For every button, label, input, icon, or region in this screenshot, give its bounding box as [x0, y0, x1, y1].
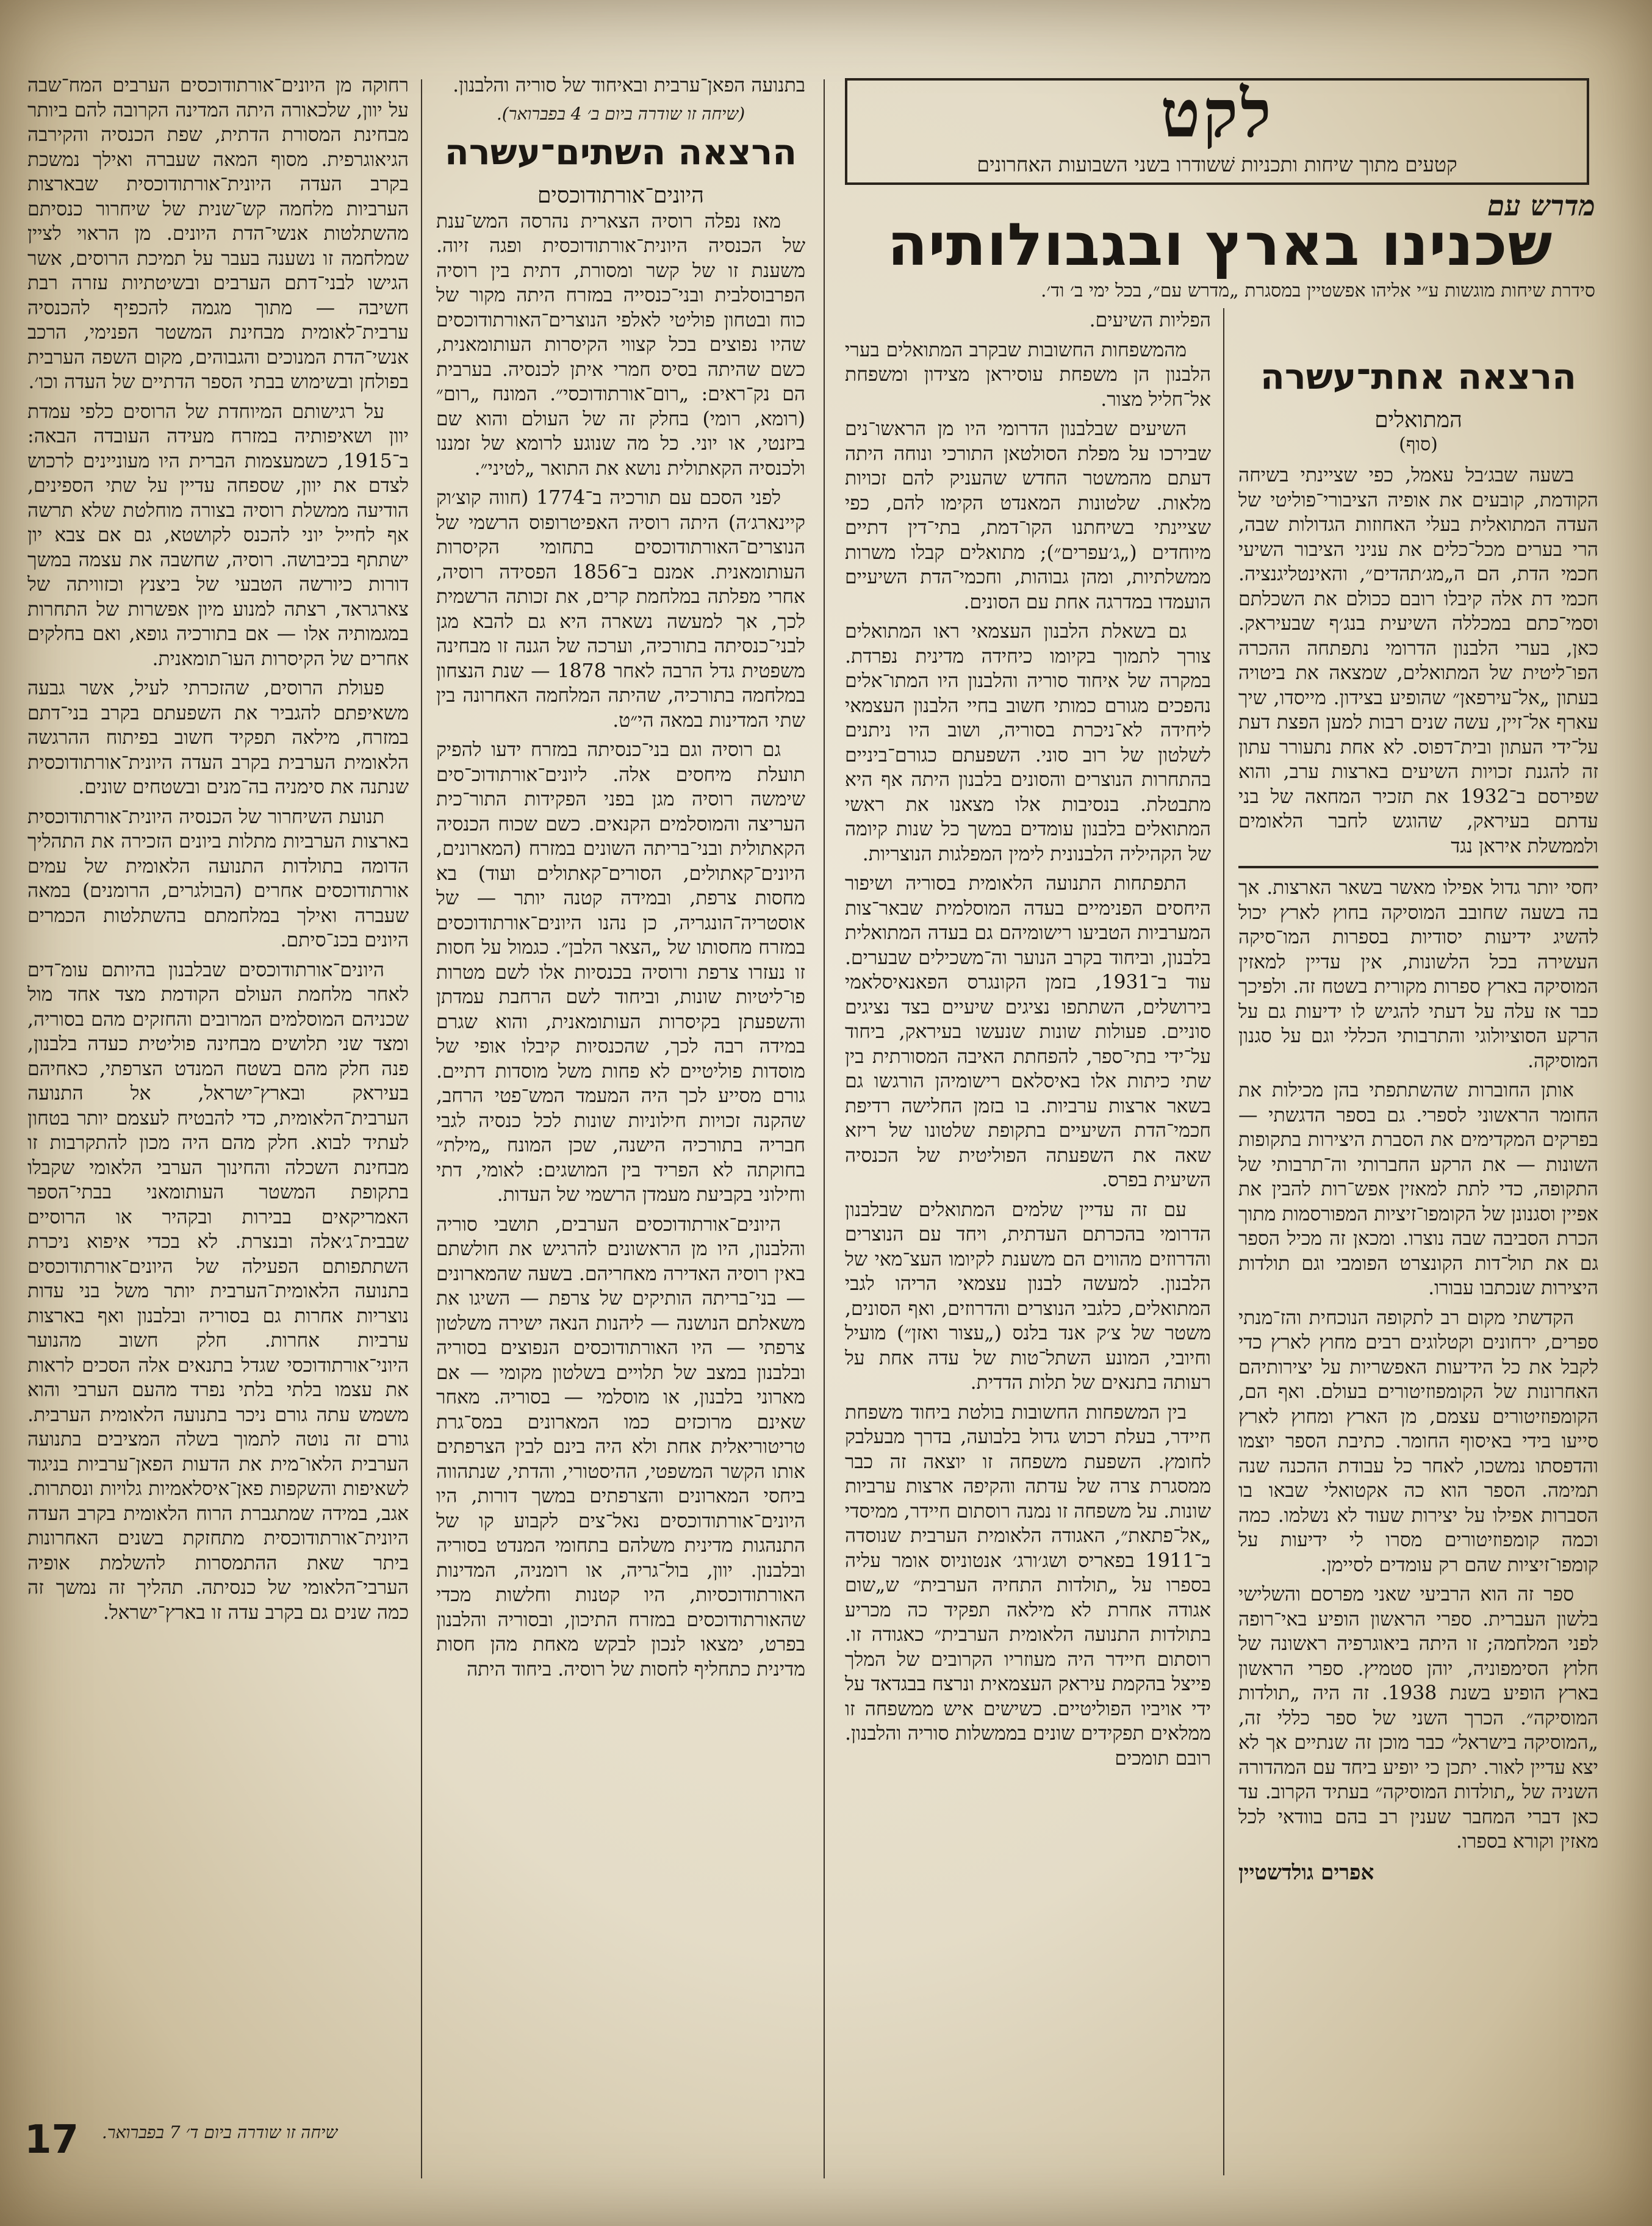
paragraph: גם בשאלת הלבנון העצמאי ראו המתואלים צורך לתמוך בקיומו כיחידה מדינית נפרדת. במקרה של איחוד סוריה והלבנון היו המתו־אלים נהפכים מגורם כמותי חשוב בחיי הלבנון העצמאי ליחידה לא־ניכרת בסוריה, ושוב היו ניתנים לשלטון של רוב סוני. השפעתם כגורם־ביניים בהתחרות הנוצרים והסונים בלבנון היתה אף היא מתבטלת. בנסיבות אלו מצאנו את ראשי המתואלים בלבנון עומדים במשך כל שנות קיומה של הקהיליה הלבנונית לימין המפלגות הנוצריות.: [845, 621, 1211, 865]
series-note: סידרת שיחות מוגשות ע״י אליהו אפשטיין במסגרת „מדרש עם״, בכל ימי ב׳ וד׳.: [1041, 280, 1595, 301]
paragraph: הפליות השיעים.: [1089, 309, 1211, 331]
lecture-12-subhead: היונים־אורתודוכסים: [537, 182, 704, 208]
paragraph: הקדשתי מקום רב לתקופה הנוכחית והז־מנתי ספרים, ירחונים וקטלוגים רבים מחוץ לארץ כדי לקבל את כל הידיעות האפשריות על יצירותיהם האחרונות של הקומפוזיטורים בעולם. ואף הם, הקומפוזיטורים עצמם, מן הארץ ומחוץ לארץ סייעו בידי באיסוף החומר. כתיבת הספר יוצמו והדפסתו נמשכו, לאחר כל עבודת ההכנה שנה תמימה. הספר הוא כה אקטואלי שבאו בו הסברות אפילו על יצירות שעוד לא נשלמו. כמה וכמה קומפוזיטורים מסרו לי ידיעות על קומפו־זיציות שהם רק עומדים לסיימן.: [1238, 1306, 1598, 1576]
paragraph: בין המשפחות החשובות בולטת ביחוד משפחת חיידר, בעלת רכוש גדול בלבועה, בדרך מבעלבק לחומץ. השפעת משפחה זו יוצאה זה כבר ממסגרת צרה של עדתה והקיפה ארצות ערביות שונות. על משפחה זו נמנה רוסתום חיידר, ממיסדי „אל־פתאת״, האגודה הלאומית הערבית שנוסדה ב־1911 בפאריס ושג׳ורג׳ אנטוניוס אומר עליה בספרו על „תולדות התחיה הערבית״ ש„שום אגודה אחרת לא מילאה תפקיד כה מכריע בתולדות התנועה הלאומית הערבית״ כאגודה זו. רוסתום חיידר היה מעוזריו הקרובים של המלך פייצל בהקמת עיראק העצמאית ונרצח בבגדאד על ידי אויביו הפוליטיים. כשישים איש ממשפחה זו ממלאים תפקידים שונים בממשלות סוריה והלבנון. רובם תומכים: [845, 1401, 1211, 1770]
broadcast-dateline: (שיחה זו שודרה ביום ב׳ 4 בפברואר).: [496, 103, 745, 124]
column-divider: [421, 79, 422, 2178]
broadcast-dateline-final: שיחה זו שודרה ביום ד׳ 7 בפברואר.: [101, 2122, 338, 2142]
masthead-tagline: קטעים מתוך שיחות ותכניות שׁשודרו בשני השבועות האחרונים: [977, 153, 1457, 176]
masthead-box: [845, 78, 1589, 185]
column-two: [845, 308, 1211, 2175]
paragraph: מאז נפלה רוסיה הצארית נהרסה המש־ענת של הכנסיה היונית־אורתודוכסית ופגה זיוה. משענת זו של קשר ומסורת, דתית בין רוסיה הפרבוסלבית ובני־כנסייה במזרח היתה מקור של כוח ובטחון פוליטי לאלפי הנוצרים־האורתודוכסים שהיו נפוצים בכל קצווי הקיסרות העותומאנית, כשם שהיתה בסיס חמרי איתן לכנסיה. בערבית הם נק־ראים: „רום־אורתודוכסי״. המונח „רום״ (רומא, רומי) בחלק זה של העולם והוא שם ביזנטי, או יוני. כל מה שנוגע לרומא של זמננו ולכנסיה הקאתולית נושא את התואר „לטיני״.: [436, 210, 805, 480]
lecture-11-title: הרצאה אחת־עשרה: [1260, 356, 1577, 397]
paragraph: היונים־אורתודוכסים הערבים, תושבי סוריה והלבנון, היו מן הראשונים להרגיש את חולשתם באין רוסיה האדירה מאחריהם. בשעה שהמארונים — בני־בריתה הותיקים של צרפת — השיגו את משאלתם הנושנה — ליהנות הנאה ישירה משלטון צרפתי — היו האורתודוכסים הנפוצים בסוריה ובלבנון במצב של תלויים בשלטון מקומי — אם מארוני בלבנון, או מוסלמי — בסוריה. מאחר שאינם מרוכזים כמו המארונים במס־גרת טריטוריאלית אחת ולא היה בינם לבין הצרפתים אותו הקשר המשפטי, ההיסטורי, והדתי, שנתהווה ביחסי המארונים והצרפתים במשך דורות, היו היונים־אורתודוכסים נאל־צים לקבוע קו של התנהגות מדינית משלהם בתחומי המנדט בסוריה ובלבנון. יוון, בול־גריה, או רומניה, המדינות האורתודוכסיות, היו קטנות וחלשות מכדי שהאורתודוכסים במזרח התיכון, ובסוריה והלבנון בפרט, ימצאו לנכון לבקש מאחת מהן חסות מדינית כתחליף לחסות של רוסיה. ביחוד היתה: [436, 1213, 805, 1680]
lecture-12-title: הרצאה השתים־עשרה: [444, 131, 797, 173]
lecture-11-subnote: (סוף): [1399, 434, 1438, 455]
lecture-11-subhead: המתואלים: [1374, 408, 1462, 433]
paragraph: בתנועה הפאן־ערבית ובאיחוד של סוריה והלבנון.: [453, 74, 805, 96]
paragraph: לפני הסכם עם תורכיה ב־1774 (חווה קוצ׳וק קיינארג׳ה) היתה רוסיה האפיטרופוס הרשמי של הנוצרים־האורתודוכסים בתחומי הקיסרות העותומאנית. אמנם ב־1856 הפסידה רוסיה, אחרי מפלתה במלחמת קרים, את זכותה הרשמית לכך, אך למעשה נשארה היא גם להבא מגן לבני־כנסיתה בתורכיה, וערכה של הגנה זו מבחינה משפטית גדל הרבה לאחר 1878 — שנת הנצחון במלחמה בתורכיה, שהיתה המלחמה האחרונה בין שתי המדינות במאה הי״ט.: [436, 487, 805, 732]
page-number: 17: [24, 2117, 79, 2163]
paragraph: מהמשפחות החשובות שבקרב המתואלים בערי הלבנון הן משפחת עוסיראן מצידון ומשפחת אל־חליל מצור.: [845, 339, 1211, 411]
paragraph: גם רוסיה וגם בני־כנסיתה במזרח ידעו להפיק תועלת מיחסים אלה. ליונים־אורתודוכ־סים שימשה רוסיה מגן בפני הפקידות התור־כית העריצה והמוסלמים הקנאים. כשם שכוח הכנסיה הקאתולית ובני־בריתה השונים במזרח (המארונים, היונים־קאתולים, הסורים־קאתולים ועוד) בא מחסות צרפת, ובמידה קטנה יותר — של אוסטריה־הונגריה, כן נהנו היונים־אורתודוכסים במזרח מחסותו של „הצאר הלבן״. כגמול על חסות זו נעזרו צרפת ורוסיה בכנסיות אלו לשם מטרות פו־ליטיות שונות, וביחוד לשם הרחבת עמדתן והשפעתן בקיסרות העותומאנית, והוא שגרם במידה רבה לכך, שהכנסיות קיבלו אופי של מוסדות פוליטיים לא פחות משל מוסדות דתיים. גורם מסייע לכך היה המעמד המש־פטי הרחב, שהקנה זכויות חילוניות שונות לכל כנסיה לגבי חבריה בתורכיה הישנה, שכן המונח „מילת״ בחוקתה לא הפריד בין המושגים: לאומי, דתי וחילוני בקביעת מעמדן הרשמי של העדות.: [436, 739, 805, 1206]
paragraph: היונים־אורתודוכסים שבלבנון בהיותם עומ־דים לאחר מלחמת העולם הקודמת מצד אחד מול שכניהם המוסלמים המרובים והחזקים מהם בסוריה, ומצד שני תלושים מבחינה פוליטית כעדה בלבנון, פנה חלק מהם בשטח המנדט הצרפתי, כאחיהם בעיראק ובארץ־ישראל, אל התנועה הערבית־הלאומית, כדי להבטיח לעצמם יותר בטחון לעתיד לבוא. חלק מהם היה מכון להתקרבות זו מבחינת השכלה והחינוך הערבי הלאומי שקבלו בתקופת המשטר העותומאני בבתי־הספר האמריקאים בבירות ובקהיר או הרוסיים שבבית־ג׳אלה ובנצרת. לא בכדי איפוא ניכרת השתתפותם הפעילה של היונים־אורתודוכסים בתנועה הלאומית־הערבית יותר משל בני עדות נוצריות אחרות גם בסוריה ובלבנון ואף בארצות ערביות אחרות. חלק חשוב מהנוער היוני־אורתודוכסי שגדל בתנאים אלה הסכים לראות את עצמו בלתי בלתי נפרד מהעם הערבי והוא משמש עתה גורם ניכר בתנועה הלאומית הערבית. גורם זה נוטה לתמוך בשלה המציבים בתנועה הערבית הלאו־מית את הדעות הפאן־ערביות בניגוד לשאיפות והשקפות פאן־איסלאמיות גלויות ונסתרות. אגב, במידה שמתגברת הרוח הלאומית בקרב העדה היונית־אורתודוכסית מתחזקת בשנים האחרונות ביתר שאת ההתמסרות להשלמת אופיה הערבי־הלאומי של כנסיתה. תהליך זה נמשך זה כמה שנים גם בקרב עדה זו בארץ־ישראל.: [27, 959, 409, 1624]
page-headline: שכנינו בארץ ובגבולותיה: [887, 211, 1553, 279]
paragraph: פעולת הרוסים, שהזכרתי לעיל, אשר גבעה משאיפתם להגביר את השפעתם בקרב בני־דתם במזרח, מילאה תפקיד חשוב בפיתוח ההרגשה הלאומית הערבית בקרב העדה היונית־אורתודוכסית שנתנה את סימניה בה־מנים ובשטחים שונים.: [27, 677, 409, 798]
paragraph: התפתחות התנועה הלאומית בסוריה ושיפור היחסים הפנימיים בעדה המוסלמית שבאר־צות המערביות הטביעו רישומיהם גם בעדה המתואלית בלבנון, וביחוד בקרב הנוער וה־משכילים שבערים. עוד ב־1931, בזמן הקונגרס הפאנאיסלאמי בירושלים, השתתפו נציגים שיעיים בצד נציגים סוניים. פעולות שונות שנעשו בעיראק, ביחוד על־ידי בתי־ספר, להפחתת האיבה המסורתית בין שתי כיתות אלו באיסלאם רישומיהן הורגשו גם בשאר ארצות ערביות. בו בזמן החלישה רדיפת חכמי־הדת השיעיים בתקופת שלטונו של ריזא שאה את השפעתה הפוליטית של הכנסיה השיעית בפרס.: [845, 873, 1211, 1191]
paragraph: על רגישותם המיוחדת של הרוסים כלפי עמדת יוון ושאיפותיה במזרח מעידה העובדה הבאה: ב־1915, כשמעצמות הברית היו מעוניינים לרכוש לצדם את יוון, שספחה עדיין על שתי הספינים, הודיעה ממשלת רוסיה בצורה מוחלטת שלא תרשה אף לחייל יוני להכנס לקושטא, גם אם צבא יון ישתתף בכיבושה. רוסיה, שחשבה את עצמה במשך דורות כיורשה הטבעי של ביצנץ וכזוויתה של צארגראד, רצתה למנוע מיון אפשרות של התחרות במגמותיה אלו — אם בתורכיה גופא, ואם בחלקים אחרים של הקיסרות העו־תומאנית.: [27, 400, 409, 670]
paragraph: תנועת השיחרור של הכנסיה היונית־אורתודוכסית בארצות הערביות מתלות ביונים הזכירה את התהליך הדומה בתולדות התנועה הלאומית של עמים אורתודוכסים אחרים (הבולגרים, הרומנים) במאה שעברה ואילך במלחמתם בהשתלטות הכמרים היונים בכנ־סיתם.: [27, 805, 409, 951]
paragraph: השיעים שבלבנון הדרומי היו מן הראשו־נים שבירכו על מפלת הסולטאן התורכי ונוחה היתה דעתם מהמשטר החדש שהעניק להם זכויות מלאות. שלטונות המאנדט הקימו להם, כפי שציינתי בשיחתנו הקו־דמת, בתי־דין דתיים מיוחדים („ג׳עפרים״); מתואלים קבלו משרות ממשלתיות, ומהן גבוהות, וחכמי־הדת השיעיים הועמדו במדרגה אחת עם הסונים.: [845, 418, 1211, 613]
paragraph: יחסי יותר גדול אפילו מאשר בשאר הארצות. אך בה בשעה שחובב המוסיקה בחוץ לארץ יכול להשיג ידיעות יסודיות בספרות המו־סיקה העשירה בכל הלשונות, אין עדיין למאזין המוסיקה בארץ ספרות מקורית בשטח זה. ולפיכך כבר אז עלה על דעתי להגיש לו ידיעות גם על הרקע הסוציולוגי והתרבותי הכללי וגם על סגנון המוסיקה.: [1238, 877, 1598, 1072]
column-lecture-11: [1238, 351, 1598, 2157]
paragraph: אותן החוברות שהשתתפתי בהן מכילות את החומר הראשוני לספרי. גם בספר הדגשתי — בפרקים המקדימים את הסברת היצירות בתקופות השונות — את הרקע החברותי וה־תרבותי של התקופה, כדי לתת למאזין אפש־רות להבין את אפיין וסגנונן של הקומפו־זיציות המפורסמות מתוך הכרת הסביבה שבה נוצרו. ומכאן זה מכיל הספר גם את תול־דות הקונצרט הפומבי וגם תולדות היצירות שנכתבו עבורו.: [1238, 1079, 1598, 1299]
paragraph: רחוקה מן היונים־אורתודוכסים הערבים המח־שבה על יוון, שלכאורה היתה המדינה הקרובה להם ביותר מבחינת המסורת הדתית, שפת הכנסיה והקירבה הגיאוגרפית. מסוף המאה שעברה ואילך נמשכת בקרב העדה היונית־אורתודוכסית שבארצות הערביות מלחמה קש־שנית של שיחרור כנסיתם מהשתלטות אנשי־הדת היונים. מן הראוי לציין שמלחמה זו נשענה בעבר על תמיכת הרוסים, אשר הגישו לבני־דתם הערבים ובשיטתיות עזרה רבת חשיבה — מתוך מגמה להכפיף להכנסיה ערבית־לאומית מבחינת המשטר הפנימי, הרכב אנשי־הדת המנוכים והגבוהים, מקום השפה הערבית בפולחן ובשימוש בבתי הספר הדתיים של העדה וכו׳.: [27, 74, 409, 393]
column-divider: [824, 79, 825, 2178]
author-signature: אפרים גולדשטיין: [1238, 1860, 1374, 1885]
masthead-logo: לקט: [1160, 76, 1274, 153]
section-label: מדרש עם: [1487, 189, 1595, 222]
column-four: [27, 73, 409, 2111]
paragraph: ספר זה הוא הרביעי שאני מפרסם והשלישי בלשון העברית. ספרי הראשון הופיע באי־רופה לפני המלחמה; זו היתה ביאוגרפיה ראשונה של חלוץ הסימפוניה, יוהן סטמיץ. ספרי הראשון בארץ הופיע בשנת 1938. זה היה „תולדות המוסיקה״. הכרך השני של ספר כללי זה, „המוסיקה בישראל״ כבר מוכן זה שנתיים אך לא יצא עדיין לאור. יתכן כי יופיע ביחד עם המהדורה השניה של „תולדות המוסיקה״ בעתיד הקרוב. עד כאן דברי המחבר שענין רב בהם בוודאי לכל מאזין וקורא בספרו.: [1238, 1583, 1598, 1853]
column-lecture-12: [436, 73, 805, 2160]
paragraph: עם זה עדיין שלמים המתואלים שבלבנון הדרומי בהכרתם העדתית, ויחד עם הנוצרים והדרוזים מהווים הם משענת לקיומו העצ־מאי של הלבנון. למעשה לבנון עצמאי הריהו לגבי המתואלים, כלגבי הנוצרים והדרוזים, ואף הסונים, משטר של צ׳ק אנד בלנס („עצור ואזן״) מועיל וחיובי, המונע השתל־טות של עדה אחת על רעותה בתנאים של תלות הדדית.: [845, 1198, 1211, 1394]
section-rule: [1238, 866, 1598, 868]
column-divider: [1223, 308, 1224, 2175]
paragraph: בשעה שבג׳בל עאמל, כפי שציינתי בשיחה הקודמת, קובעים את אופיה הציבורי־פוליטי של העדה המתואלית בעלי האחוזות הגדולות שבה, הרי בערים מכל־כלים את עניני הציבור השיעי חכמי הדת, הם ה„מג׳תהדים״, והאינטליגנציה. חכמי דת אלה קיבלו רובם ככולם את השכלתם וסמי־כתם במכללה השיעית בנג׳ף שבעיראק. כאן, בערי הלבנון הדרומי נתפתחה ההכרה הפו־ליטית של המתואלים, שמצאה את ביטויה בעתון „אל־עירפאן״ שהופיע בצידון. מייסדו, שיך עארף אל־זיין, עשה שנים רבות למען הפצת דעת על־ידי העתון ובית־דפוס. לא אחת נתעורר עתון זה להגנת זכויות השיעים בארצות ערב, והוא שפירסם ב־1932 את תזכיר המחאה של בני עדתם בעיראק, שהוגש לחבר הלאומים ולממשלת איראן נגד: [1238, 464, 1598, 857]
